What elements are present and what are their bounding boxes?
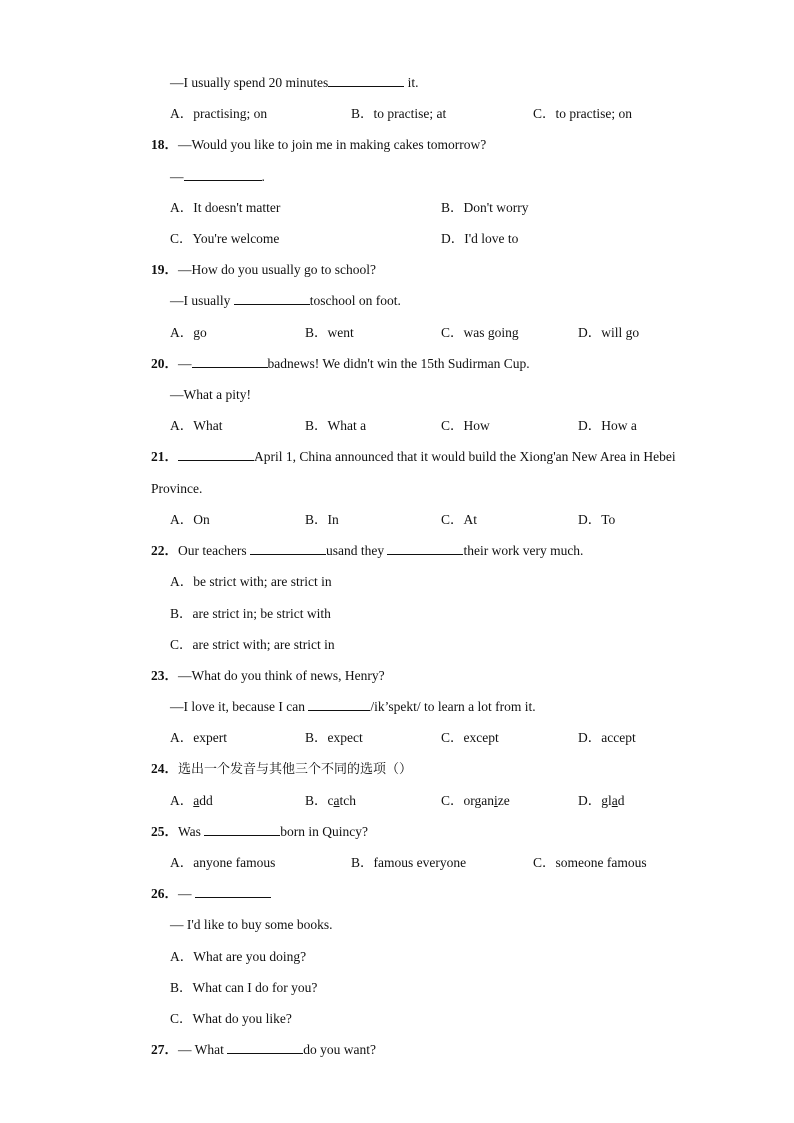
q20-stem	[151, 355, 530, 373]
q17-stem-post: it.	[404, 75, 419, 90]
q21-option-b[interactable]: B．In	[305, 512, 339, 527]
q24-option-b-post: tch	[339, 793, 357, 808]
q18-reply	[170, 168, 265, 186]
q25-stem	[151, 823, 368, 841]
q24-option-c-underlined: i	[494, 793, 498, 808]
q20-stem-pre: —	[178, 356, 192, 371]
q21-option-c[interactable]: C．At	[441, 512, 478, 527]
q24-option-d-pre: gl	[601, 793, 612, 808]
q18-option-c[interactable]: C．You're welcome	[170, 231, 280, 246]
q17-option-a[interactable]: A．practising; on	[170, 106, 268, 121]
q21-stem-continued: Province.	[151, 481, 203, 496]
q17-option-b[interactable]: B．to practise; at	[351, 106, 447, 121]
q24-number: 24．	[151, 761, 178, 776]
q25-stem-pre: Was	[178, 824, 205, 839]
q23-stem	[151, 667, 385, 685]
q18-reply-pre: —	[170, 169, 184, 184]
q19-option-d[interactable]: D．will go	[578, 325, 640, 340]
q19-number: 19．	[151, 262, 178, 277]
q27-blank	[227, 1041, 303, 1054]
q22-number: 22．	[151, 543, 178, 558]
q19-option-a[interactable]: A．go	[170, 325, 207, 340]
q26-reply: — I'd like to buy some books.	[170, 917, 333, 932]
q25-option-c[interactable]: C．someone famous	[533, 855, 647, 870]
q24-option-a-label: A．	[170, 793, 194, 808]
q22-stem	[151, 542, 583, 560]
q18-stem-text: —Would you like to join me in making cakes tomorrow?	[178, 137, 487, 152]
q22-stem-post: their work very much.	[463, 543, 584, 558]
q19-option-b[interactable]: B．went	[305, 325, 354, 340]
q19-reply-post: toschool on foot.	[309, 293, 401, 308]
q21-option-d[interactable]: D．To	[578, 512, 616, 527]
q22-blank-1	[250, 542, 326, 555]
q17-stem	[170, 74, 419, 92]
q26-blank	[195, 885, 271, 898]
q23-stem-text: —What do you think of news, Henry?	[178, 668, 385, 683]
q23-option-d[interactable]: D．accept	[578, 730, 636, 745]
q18-stem	[151, 136, 486, 154]
q20-stem-post: badnews! We didn't win the 15th Sudirman Cup.	[267, 356, 530, 371]
q27-stem-post: do you want?	[303, 1042, 376, 1057]
q25-blank	[204, 823, 280, 836]
q23-reply-pre: —I love it, because I can	[170, 699, 309, 714]
q24-option-d[interactable]	[578, 792, 625, 810]
q18-number: 18．	[151, 137, 178, 152]
q21-option-a[interactable]: A．On	[170, 512, 210, 527]
q23-number: 23．	[151, 668, 178, 683]
q20-reply: —What a pity!	[170, 387, 251, 402]
q24-option-b[interactable]	[305, 792, 356, 810]
q23-blank	[308, 698, 370, 711]
q23-reply-post: /ik’spekt/ to learn a lot from it.	[370, 699, 536, 714]
q23-option-b[interactable]: B．expect	[305, 730, 363, 745]
q26-stem	[151, 885, 271, 903]
q23-option-c[interactable]: C．except	[441, 730, 499, 745]
q24-option-c-pre: organ	[463, 793, 495, 808]
q24-option-d-underlined: a	[611, 793, 618, 808]
q19-stem	[151, 261, 376, 279]
q26-option-b[interactable]: B．What can I do for you?	[170, 980, 318, 995]
q25-stem-post: born in Quincy?	[280, 824, 369, 839]
q19-option-c[interactable]: C．was going	[441, 325, 519, 340]
q21-blank	[178, 448, 254, 461]
q24-option-b-underlined: a	[333, 793, 340, 808]
q18-option-a[interactable]: A．It doesn't matter	[170, 200, 281, 215]
q19-blank	[234, 292, 310, 305]
q20-number: 20．	[151, 356, 178, 371]
q24-option-d-label: D．	[578, 793, 602, 808]
q24-stem-text: 选出一个发音与其他三个不同的选项（）	[178, 762, 413, 777]
q18-blank	[184, 168, 262, 181]
q18-option-d[interactable]: D．I'd love to	[441, 231, 519, 246]
q24-option-c-label: C．	[441, 793, 464, 808]
q24-option-b-pre: c	[327, 793, 334, 808]
q24-option-b-label: B．	[305, 793, 328, 808]
q22-option-b[interactable]: B．are strict in; be strict with	[170, 606, 331, 621]
q26-stem-pre: —	[178, 886, 195, 901]
q24-option-d-post: d	[617, 793, 625, 808]
q22-stem-mid: usand they	[325, 543, 388, 558]
q25-number: 25．	[151, 824, 178, 839]
q26-number: 26．	[151, 886, 178, 901]
q17-stem-pre: —I usually spend 20 minutes	[170, 75, 329, 90]
q20-blank	[192, 355, 268, 368]
q20-option-d[interactable]: D．How a	[578, 418, 637, 433]
q19-stem-text: —How do you usually go to school?	[178, 262, 376, 277]
q22-option-c[interactable]: C．are strict with; are strict in	[170, 637, 335, 652]
q27-number: 27．	[151, 1042, 178, 1057]
q24-stem	[151, 760, 412, 779]
q24-option-a-underlined: a	[193, 793, 200, 808]
q23-option-a[interactable]: A．expert	[170, 730, 227, 745]
q22-option-a[interactable]: A．be strict with; are strict in	[170, 574, 332, 589]
q22-stem-pre: Our teachers	[178, 543, 250, 558]
q24-option-a[interactable]	[170, 792, 213, 810]
q24-option-c[interactable]	[441, 792, 510, 810]
q20-option-c[interactable]: C．How	[441, 418, 490, 433]
q21-stem	[151, 448, 676, 466]
q22-blank-2	[387, 542, 463, 555]
q26-option-c[interactable]: C．What do you like?	[170, 1011, 292, 1026]
q18-reply-post: .	[261, 169, 265, 184]
q24-option-c-post: ze	[497, 793, 510, 808]
q19-reply-pre: —I usually	[170, 293, 234, 308]
q18-option-b[interactable]: B．Don't worry	[441, 200, 529, 215]
q23-reply	[170, 698, 536, 716]
q24-option-a-post: dd	[199, 793, 213, 808]
q27-stem	[151, 1041, 376, 1059]
q19-reply	[170, 292, 401, 310]
q26-option-a[interactable]: A．What are you doing?	[170, 949, 307, 964]
q25-option-a[interactable]: A．anyone famous	[170, 855, 276, 870]
q21-stem-post: April 1, China announced that it would build the Xiong'an New Area in Hebei	[254, 449, 676, 464]
q25-option-b[interactable]: B．famous everyone	[351, 855, 467, 870]
q17-option-c[interactable]: C．to practise; on	[533, 106, 632, 121]
q20-option-a[interactable]: A．What	[170, 418, 223, 433]
q21-number: 21．	[151, 449, 178, 464]
q20-option-b[interactable]: B．What a	[305, 418, 367, 433]
q27-stem-pre: — What	[178, 1042, 228, 1057]
q17-blank	[328, 74, 404, 87]
